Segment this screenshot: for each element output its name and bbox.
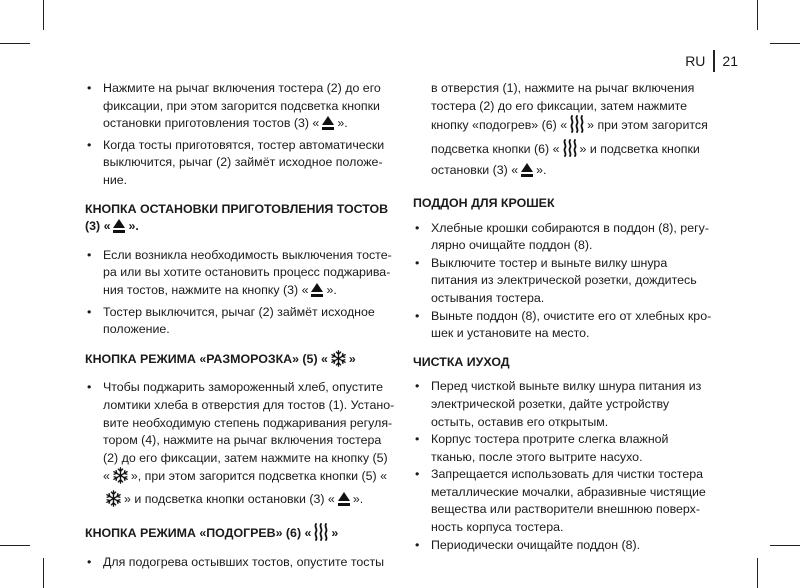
header-divider xyxy=(713,50,715,72)
heat-waves-icon xyxy=(569,115,585,139)
crop-mark xyxy=(770,545,800,546)
list-item: • Тостер выключится, рычаг (2) займёт исходное положение. xyxy=(85,304,395,339)
crop-mark xyxy=(757,0,758,30)
section-heading-crumb-tray: ПОДДОН ДЛЯ КРОШЕК xyxy=(413,195,555,210)
section-heading-defrost: КНОПКА РЕЖИМА «РАЗМОРОЗКА» (5) « » xyxy=(85,350,395,373)
list-item: • Выньте поддон (8), очистите его от хлебных крошек и установите на место. xyxy=(413,308,713,343)
heat-waves-icon xyxy=(562,139,578,163)
section-heading-stop: КНОПКА ОСТАНОВКИ ПРИГОТОВЛЕНИЯ ТОСТОВ (3) « ». xyxy=(85,201,395,240)
list-item: • Периодически очищайте поддон (8). xyxy=(413,537,713,555)
section-heading-care: ЧИСТКА ИУХОД xyxy=(413,354,510,369)
snowflake-icon xyxy=(105,490,122,513)
list-item: • Перед чисткой выньте вилку шнура питания из электрической розетки, дайте устройству остыть, оставив его открытым. xyxy=(413,378,713,431)
crop-mark xyxy=(43,0,44,30)
crop-mark xyxy=(757,558,758,588)
left-column xyxy=(85,80,395,572)
snowflake-icon xyxy=(330,350,347,373)
list-item: • Для подогрева остывших тостов, опустите тосты xyxy=(85,554,395,572)
right-column xyxy=(413,80,713,554)
crop-mark xyxy=(0,545,30,546)
eject-icon xyxy=(321,115,335,137)
list-item: • Хлебные крошки собираются в поддон (8), регулярно очищайте поддон (8). xyxy=(413,220,713,255)
eject-icon xyxy=(337,491,351,513)
eject-icon xyxy=(112,218,126,240)
page-header xyxy=(685,50,738,72)
eject-icon xyxy=(310,282,324,304)
crop-mark xyxy=(0,43,30,44)
crop-mark xyxy=(43,558,44,588)
heat-waves-icon xyxy=(313,523,329,547)
list-item: • Нажмите на рычаг включения тостера (2) до его фиксации, при этом загорится подсветка кнопки остановки приготовления тостов (3) « ». xyxy=(85,80,395,137)
page-number: 21 xyxy=(722,53,738,69)
list-item: • Когда тосты приготовятся, тостер автоматически выключится, рычаг (2) займёт исходное положение. xyxy=(85,137,395,190)
list-item: • Корпус тостера протрите слегка влажной тканью, после этого вытрите насухо. xyxy=(413,431,713,466)
list-item-continuation: в отверстия (1), нажмите на рычаг включения тостера (2) до его фиксации, затем нажмите кнопку «подогрев» (6) « » при этом загорится подсветка кнопки (6) « » и подсветка кнопки остановки (3) « ». xyxy=(413,80,713,184)
crop-mark xyxy=(770,43,800,44)
list-item: • Выключите тостер и выньте вилку шнура питания из электрической розетки, дождитесь остывания тостера. xyxy=(413,255,713,308)
section-heading-reheat: КНОПКА РЕЖИМА «ПОДОГРЕВ» (6) « » xyxy=(85,523,395,547)
list-item: • Если возникла необходимость выключения тостера или вы хотите остановить процесс поджаривания тостов, нажмите на кнопку (3) « ». xyxy=(85,247,395,304)
snowflake-icon xyxy=(112,467,129,490)
eject-icon xyxy=(520,162,534,184)
language-code: RU xyxy=(685,53,706,69)
list-item: • Чтобы поджарить замороженный хлеб, опустите ломтики хлеба в отверстия для тостов (1). Установите необходимую степень поджаривания регулятором (4), нажмите на рычаг включения тостера (2) до его фиксации, затем нажмите на кнопку (5) « », при этом загорится подсветка кнопки (5) «» и подсветка кнопки остановки (3) « ». xyxy=(85,379,395,512)
list-item: • Запрещается использовать для чистки тостера металлические мочалки, абразивные чистящие вещества или растворители внешнюю поверхность корпуса тостера. xyxy=(413,466,713,536)
